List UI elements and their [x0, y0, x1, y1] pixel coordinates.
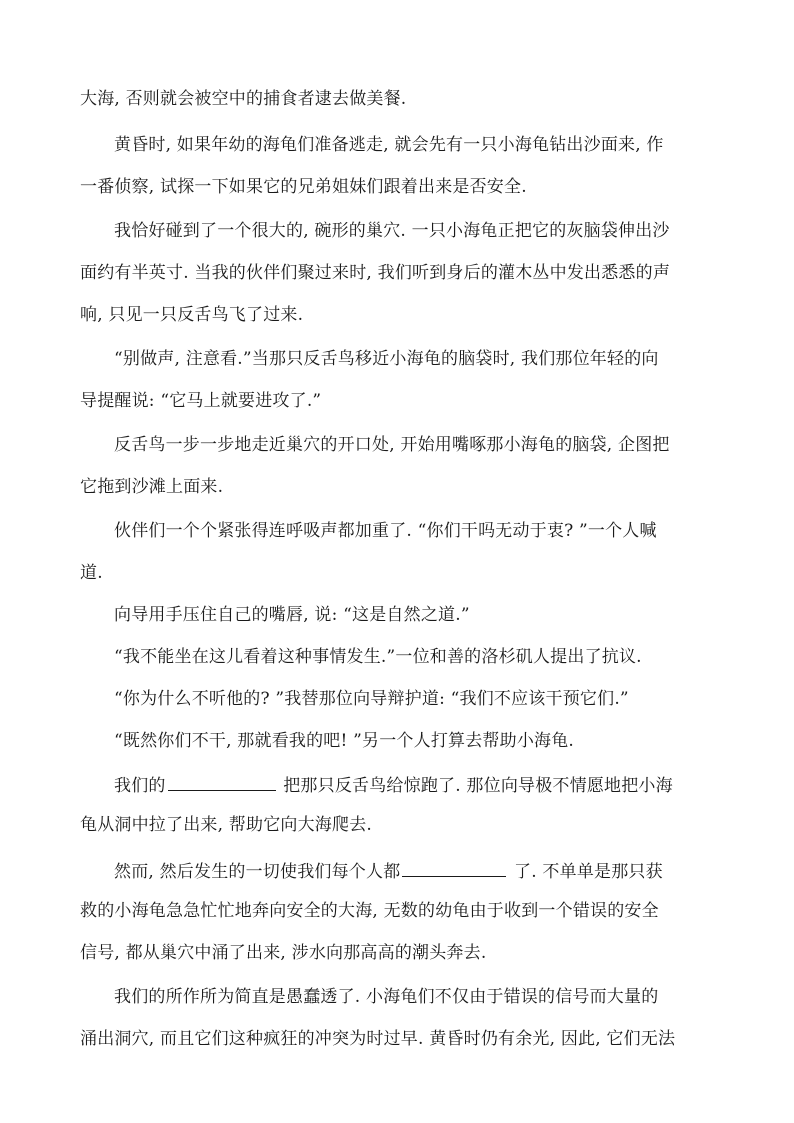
- text-line: 救的小海龟急急忙忙地奔向安全的大海, 无数的幼龟由于收到一个错误的安全: [80, 901, 659, 921]
- text-line: 道.: [80, 563, 103, 583]
- text-line: 它拖到沙滩上面来.: [80, 477, 224, 497]
- text-line: “别做声, 注意看.”当那只反舌鸟移近小海龟的脑袋时, 我们那位年轻的向: [114, 349, 659, 369]
- text-line-with-blank: [114, 772, 754, 797]
- text-line: “既然你们不干, 那就看我的吧! ”另一个人打算去帮助小海龟.: [114, 731, 575, 751]
- text-line: 涌出洞穴, 而且它们这种疯狂的冲突为时过早. 黄昏时仍有余光, 因此, 它们无法: [80, 1029, 676, 1049]
- text-line: 大海, 否则就会被空中的捕食者逮去做美餐.: [80, 89, 407, 109]
- fill-in-blank[interactable]: [168, 772, 276, 791]
- text-line: 我恰好碰到了一个很大的, 碗形的巢穴. 一只小海龟正把它的灰脑袋伸出沙: [114, 221, 670, 241]
- text-line: 龟从洞中拉了出来, 帮助它向大海爬去.: [80, 815, 373, 835]
- text-line: 黄昏时, 如果年幼的海龟们准备逃走, 就会先有一只小海龟钻出沙面来, 作: [114, 135, 664, 155]
- text-fragment: 把那只反舌鸟给惊跑了. 那位向导极不情愿地把小海: [277, 776, 673, 796]
- text-line: “我不能坐在这儿看着这种事情发生.”一位和善的洛杉矶人提出了抗议.: [114, 647, 642, 667]
- text-line: 面约有半英寸. 当我的伙伴们聚过来时, 我们听到身后的灌木丛中发出悉悉的声: [80, 263, 671, 283]
- text-line: 响, 只见一只反舌鸟飞了过来.: [80, 305, 304, 325]
- text-fragment: 然而, 然后发生的一切使我们每个人都: [114, 862, 401, 882]
- text-line: 向导用手压住自己的嘴唇, 说: “这是自然之道.”: [114, 605, 470, 625]
- fill-in-blank[interactable]: [402, 858, 506, 877]
- text-line: 信号, 都从巢穴中涌了出来, 涉水向那高高的潮头奔去.: [80, 943, 487, 963]
- text-line: “你为什么不听他的? ”我替那位向导辩护道: “我们不应该干预它们.”: [114, 689, 629, 709]
- text-fragment: 了. 不单单是那只获: [508, 862, 663, 882]
- text-line: 导提醒说: “它马上就要进攻了.”: [80, 391, 322, 411]
- text-line: 伙伴们一个个紧张得连呼吸声都加重了. “你们干吗无动于衷? ”一个人喊: [114, 521, 657, 541]
- text-fragment: 我们的: [114, 776, 166, 796]
- text-line: 一番侦察, 试探一下如果它的兄弟姐妹们跟着出来是否安全.: [80, 177, 527, 197]
- text-line: 我们的所作所为简直是愚蠢透了. 小海龟们不仅由于错误的信号而大量的: [114, 987, 659, 1007]
- text-line-with-blank: [114, 858, 754, 883]
- text-line: 反舌鸟一步一步地走近巢穴的开口处, 开始用嘴啄那小海龟的脑袋, 企图把: [114, 435, 670, 455]
